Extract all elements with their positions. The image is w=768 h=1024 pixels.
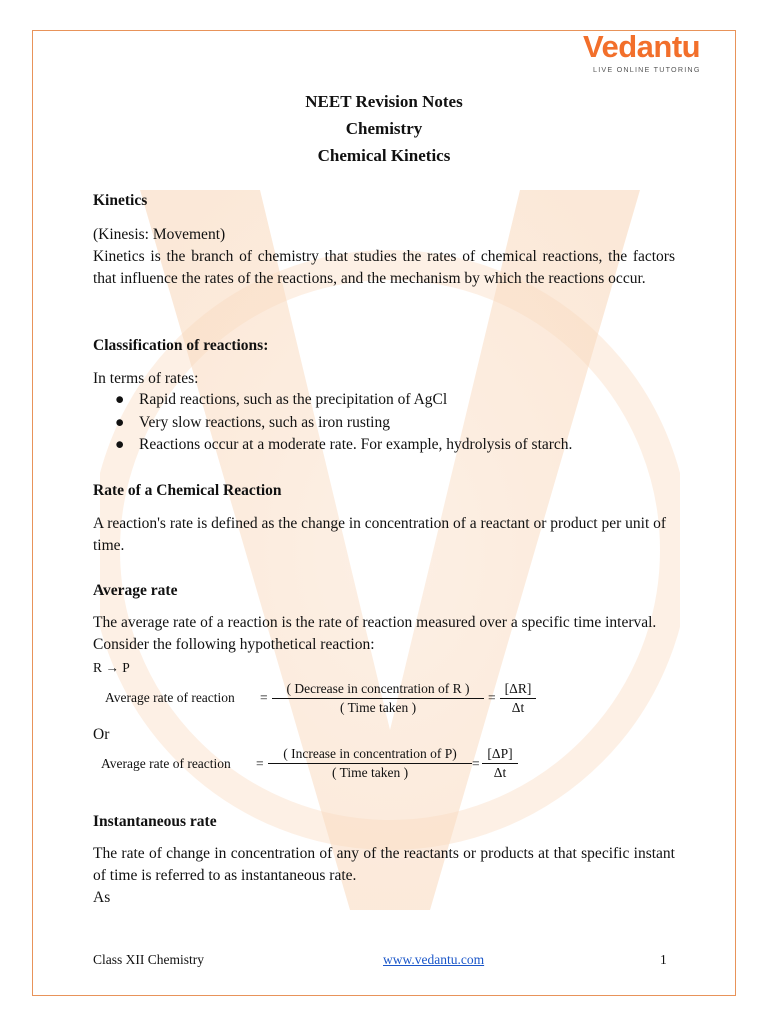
title-chapter: Chemical Kinetics xyxy=(317,146,451,165)
classification-list xyxy=(93,389,572,457)
average-rate-text: The average rate of a reaction is the rate of reaction measured over a specific time interval. Consider the following hypothetical reaction: xyxy=(93,614,657,653)
bullet-icon: ● xyxy=(115,436,125,453)
eq1-numerator-2: [ΔR] xyxy=(504,681,532,696)
bullet-icon: ● xyxy=(115,391,125,408)
rate-definition: A reaction's rate is defined as the change in concentration of a reactant or product per unit of time. xyxy=(93,515,667,554)
heading-rate: Rate of a Chemical Reaction xyxy=(93,482,282,499)
eq1-equals: = xyxy=(260,690,268,705)
eq2-equals-2: = xyxy=(472,756,480,771)
or-text: Or xyxy=(93,726,110,743)
heading-kinetics: Kinetics xyxy=(93,192,148,209)
list-item: ● Very slow reactions, such as iron rusting xyxy=(93,412,572,435)
title-neet: NEET Revision Notes xyxy=(305,92,463,111)
instantaneous-rate-text: The rate of change in concentration of any of the reactants or products at that specific instant of time is referred to as instantaneous rate. xyxy=(93,845,675,884)
eq2-equals: = xyxy=(256,756,264,771)
list-item: ● Reactions occur at a moderate rate. For example, hydrolysis of starch. xyxy=(93,434,572,457)
heading-classification: Classification of reactions: xyxy=(93,337,269,354)
list-item: ● Rapid reactions, such as the precipitation of AgCl xyxy=(93,389,572,412)
eq1-numerator: ( Decrease in concentration of R ) xyxy=(286,681,470,696)
bullet-icon: ● xyxy=(115,413,125,431)
as-text: As xyxy=(93,889,111,906)
eq1-fraction-2 xyxy=(500,680,536,717)
eq1-label: Average rate of reaction xyxy=(105,690,235,705)
page-number: 1 xyxy=(660,952,667,967)
kinesis-note: (Kinesis: Movement) xyxy=(93,226,226,243)
vedantu-logo xyxy=(583,30,708,74)
logo-tagline: LIVE ONLINE TUTORING xyxy=(593,65,701,74)
title-subject: Chemistry xyxy=(345,119,423,138)
eq1-denominator-2: Δt xyxy=(511,700,525,715)
heading-average-rate: Average rate xyxy=(93,582,178,599)
kinetics-definition: Kinetics is the branch of chemistry that studies the rates of chemical reactions, the factors that influence the rates of the reactions, and the mechanism by which the reactions occur. xyxy=(93,248,675,287)
eq2-numerator: ( Increase in concentration of P) xyxy=(283,746,457,761)
eq2-label: Average rate of reaction xyxy=(101,756,231,771)
website-link[interactable]: www.vedantu.com xyxy=(383,952,485,967)
eq2-denominator-2: Δt xyxy=(493,765,507,780)
eq1-equals-2: = xyxy=(488,690,496,705)
eq2-fraction-2 xyxy=(482,745,518,782)
reaction-r-to-p: R → P xyxy=(93,660,130,675)
footer-class-label: Class XII Chemistry xyxy=(93,952,204,967)
eq1-fraction xyxy=(272,680,484,717)
eq2-denominator: ( Time taken ) xyxy=(331,765,409,780)
classification-intro: In terms of rates: xyxy=(93,370,199,387)
logo-wordmark: Vedantu xyxy=(583,29,701,64)
heading-instantaneous-rate: Instantaneous rate xyxy=(93,813,217,830)
footer-website xyxy=(383,952,484,968)
eq2-numerator-2: [ΔP] xyxy=(487,746,513,761)
eq2-fraction xyxy=(268,745,472,782)
eq1-denominator: ( Time taken ) xyxy=(339,700,417,715)
document-titles xyxy=(0,88,768,169)
